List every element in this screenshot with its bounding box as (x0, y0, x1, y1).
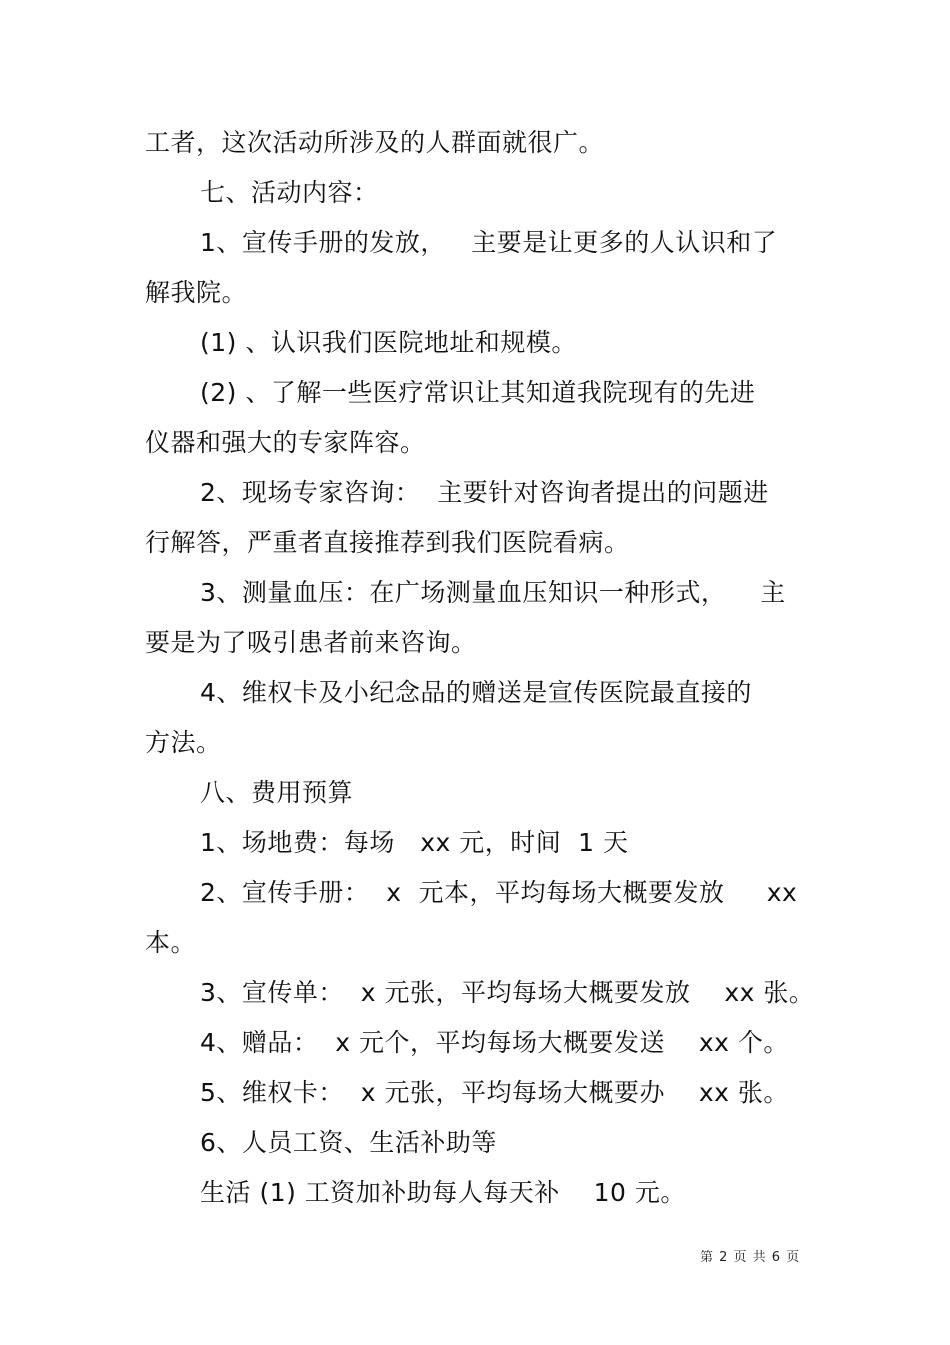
text-line: 解我院。 (145, 278, 248, 307)
text-line: 2、宣传手册： x 元本，平均每场大概要发放 xx (200, 878, 798, 907)
text-line: 4、维权卡及小纪念品的赠送是宣传医院最直接的 (200, 678, 752, 707)
text-line: 仪器和强大的专家阵容。 (145, 428, 426, 457)
text-line: 行解答，严重者直接推荐到我们医院看病。 (145, 528, 630, 557)
text-line: 6、人员工资、生活补助等 (200, 1128, 497, 1157)
page-number: 第 2 页 共 6 页 (700, 1250, 801, 1265)
text-line: 4、赠品： x 元个，平均每场大概要发送 xx 个。 (200, 1028, 789, 1057)
text-line: 方法。 (145, 728, 222, 757)
section-heading: 八、费用预算 (200, 778, 354, 807)
text-line: 3、宣传单： x 元张，平均每场大概要发放 xx 张。 (200, 978, 815, 1007)
text-line: 1、场地费：每场 xx 元，时间 1 天 (200, 828, 629, 857)
text-line: 生活 (1) 工资加补助每人每天补 10 元。 (200, 1178, 686, 1207)
text-line: 要是为了吸引患者前来咨询。 (145, 628, 477, 657)
text-line: 本。 (145, 928, 197, 957)
text-line: 工者，这次活动所涉及的人群面就很广。 (145, 128, 605, 157)
text-line: 3、测量血压：在广场测量血压知识一种形式， 主 (200, 578, 786, 607)
text-line: (2) 、了解一些医疗常识让其知道我院现有的先进 (200, 378, 756, 407)
text-line: 2、现场专家咨询： 主要针对咨询者提出的问题进 (200, 478, 769, 507)
text-line: (1) 、认识我们医院地址和规模。 (200, 328, 577, 357)
text-line: 5、维权卡： x 元张，平均每场大概要办 xx 张。 (200, 1078, 789, 1107)
section-heading: 七、活动内容： (200, 178, 379, 207)
text-line: 1、宣传手册的发放， 主要是让更多的人认识和了 (200, 228, 778, 257)
